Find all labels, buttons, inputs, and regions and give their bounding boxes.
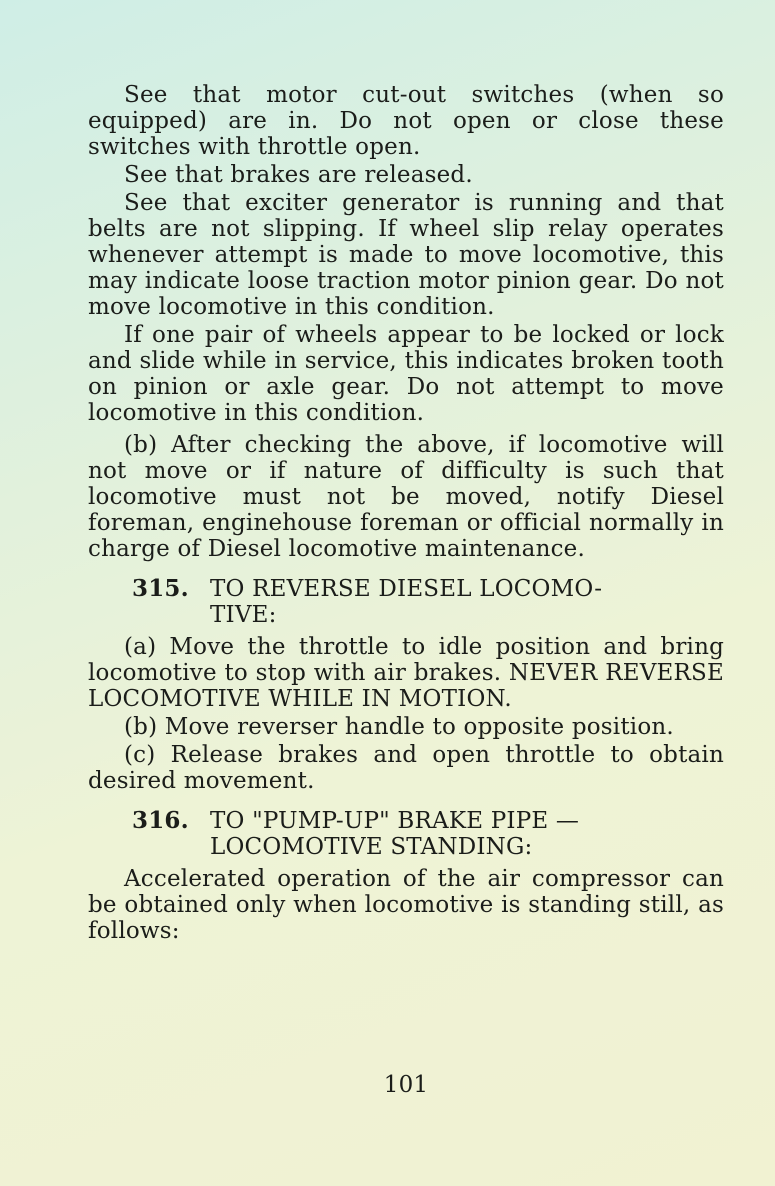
page-number: 101 (383, 1072, 429, 1098)
section-315-title-line2: TIVE: (210, 602, 277, 628)
paragraph-315-c: (c) Release brakes and open throttle to obtain desired movement. (88, 742, 724, 794)
paragraph-315-b: (b) Move reverser handle to opposite position. (124, 714, 674, 740)
section-315-number: 315. (132, 575, 189, 602)
paragraph-motor-cutout: See that motor cut-out switches (when so equipped) are in. Do not open or close these switches with throttle open. (88, 82, 724, 160)
paragraph-after-checking: (b) After checking the above, if locomotive will not move or if nature of difficulty is such that locomotive must not be moved, notify Diesel foreman, enginehouse foreman or official normally in charge of Diesel locomotive maintenance. (88, 432, 724, 562)
section-316-title-line2: LOCOMOTIVE STANDING: (210, 834, 533, 860)
paragraph-316: Accelerated operation of the air compressor can be obtained only when locomotive is standing still, as follows: (88, 866, 724, 944)
paragraph-315-a: (a) Move the throttle to idle position and bring locomotive to stop with air brakes. NEVER REVERSE LOCOMOTIVE WHILE IN MOTION. (88, 634, 724, 712)
paragraph-exciter-generator: See that exciter generator is running and that belts are not slipping. If wheel slip relay operates whenever attempt is made to move locomotive, this may indicate loose traction motor pinion gear. Do not move locomotive in this condition. (88, 190, 724, 320)
section-316-heading (88, 808, 724, 860)
section-316-title-line1: TO "PUMP-UP" BRAKE PIPE — (210, 808, 580, 834)
paragraph-wheels-locked: If one pair of wheels appear to be locked or lock and slide while in service, this indicates broken tooth on pinion or axle gear. Do not attempt to move locomotive in this condition. (88, 322, 724, 426)
section-316-number: 316. (132, 807, 189, 834)
document-page (88, 82, 724, 1098)
paragraph-brakes-released: See that brakes are released. (124, 162, 473, 188)
section-315-title-line1: TO REVERSE DIESEL LOCOMO- (210, 576, 603, 602)
section-315-heading (88, 576, 724, 628)
